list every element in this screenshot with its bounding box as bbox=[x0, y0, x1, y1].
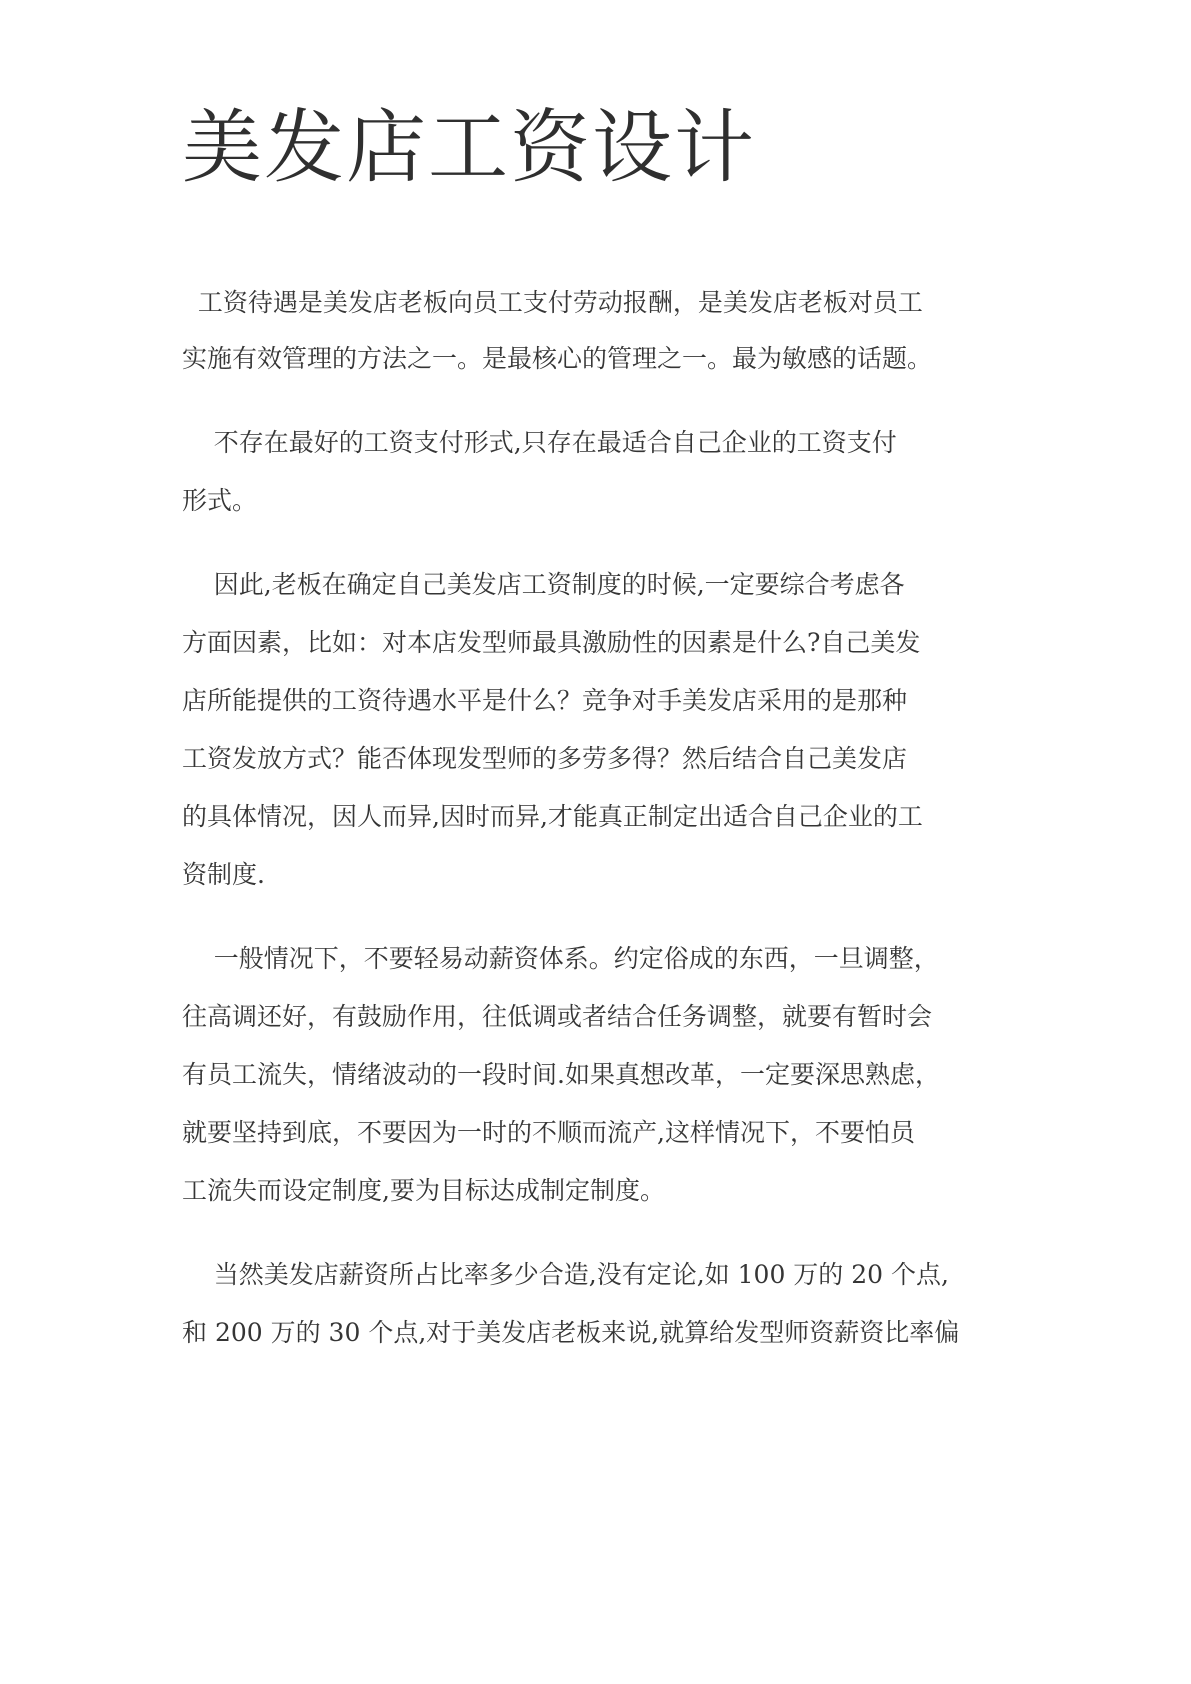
paragraph-line: 形式。 bbox=[182, 486, 258, 515]
paragraph-line: 一般情况下，不要轻易动薪资体系。约定俗成的东西，一旦调整， bbox=[182, 944, 939, 973]
paragraph-line: 往高调还好，有鼓励作用，往低调或者结合任务调整，就要有暂时会 bbox=[182, 1002, 933, 1031]
paragraph-line: 工流失而设定制度,要为目标达成制定制度。 bbox=[182, 1176, 665, 1205]
paragraph-line: 店所能提供的工资待遇水平是什么？竞争对手美发店采用的是那种 bbox=[182, 686, 908, 715]
paragraph-line: 就要坚持到底，不要因为一时的不顺而流产,这样情况下，不要怕员 bbox=[182, 1118, 915, 1147]
paragraph-line: 工资发放方式？能否体现发型师的多劳多得？然后结合自己美发店 bbox=[182, 744, 908, 773]
paragraph-line: 工资待遇是美发店老板向员工支付劳动报酬，是美发店老板对员工 bbox=[182, 288, 923, 317]
paragraph-line: 方面因素，比如：对本店发型师最具激励性的因素是什么?自己美发 bbox=[182, 628, 921, 657]
paragraph-line: 资制度. bbox=[182, 860, 265, 889]
paragraph-line: 当然美发店薪资所占比率多少合造,没有定论,如 100 万的 20 个点, bbox=[182, 1260, 949, 1289]
paragraph-line: 和 200 万的 30 个点,对于美发店老板来说,就算给发型师资薪资比率偏 bbox=[182, 1318, 960, 1347]
paragraph-line: 实施有效管理的方法之一。是最核心的管理之一。最为敏感的话题。 bbox=[182, 344, 933, 373]
paragraph-line: 因此,老板在确定自己美发店工资制度的时候,一定要综合考虑各 bbox=[182, 570, 905, 599]
document-title: 美发店工资设计 bbox=[182, 101, 756, 194]
paragraph-line: 的具体情况，因人而异,因时而异,才能真正制定出适合自己企业的工 bbox=[182, 802, 923, 831]
paragraph-line: 不存在最好的工资支付形式,只存在最适合自己企业的工资支付 bbox=[182, 428, 897, 457]
paragraph-line: 有员工流失，情绪波动的一段时间.如果真想改革，一定要深思熟虑， bbox=[182, 1060, 940, 1089]
